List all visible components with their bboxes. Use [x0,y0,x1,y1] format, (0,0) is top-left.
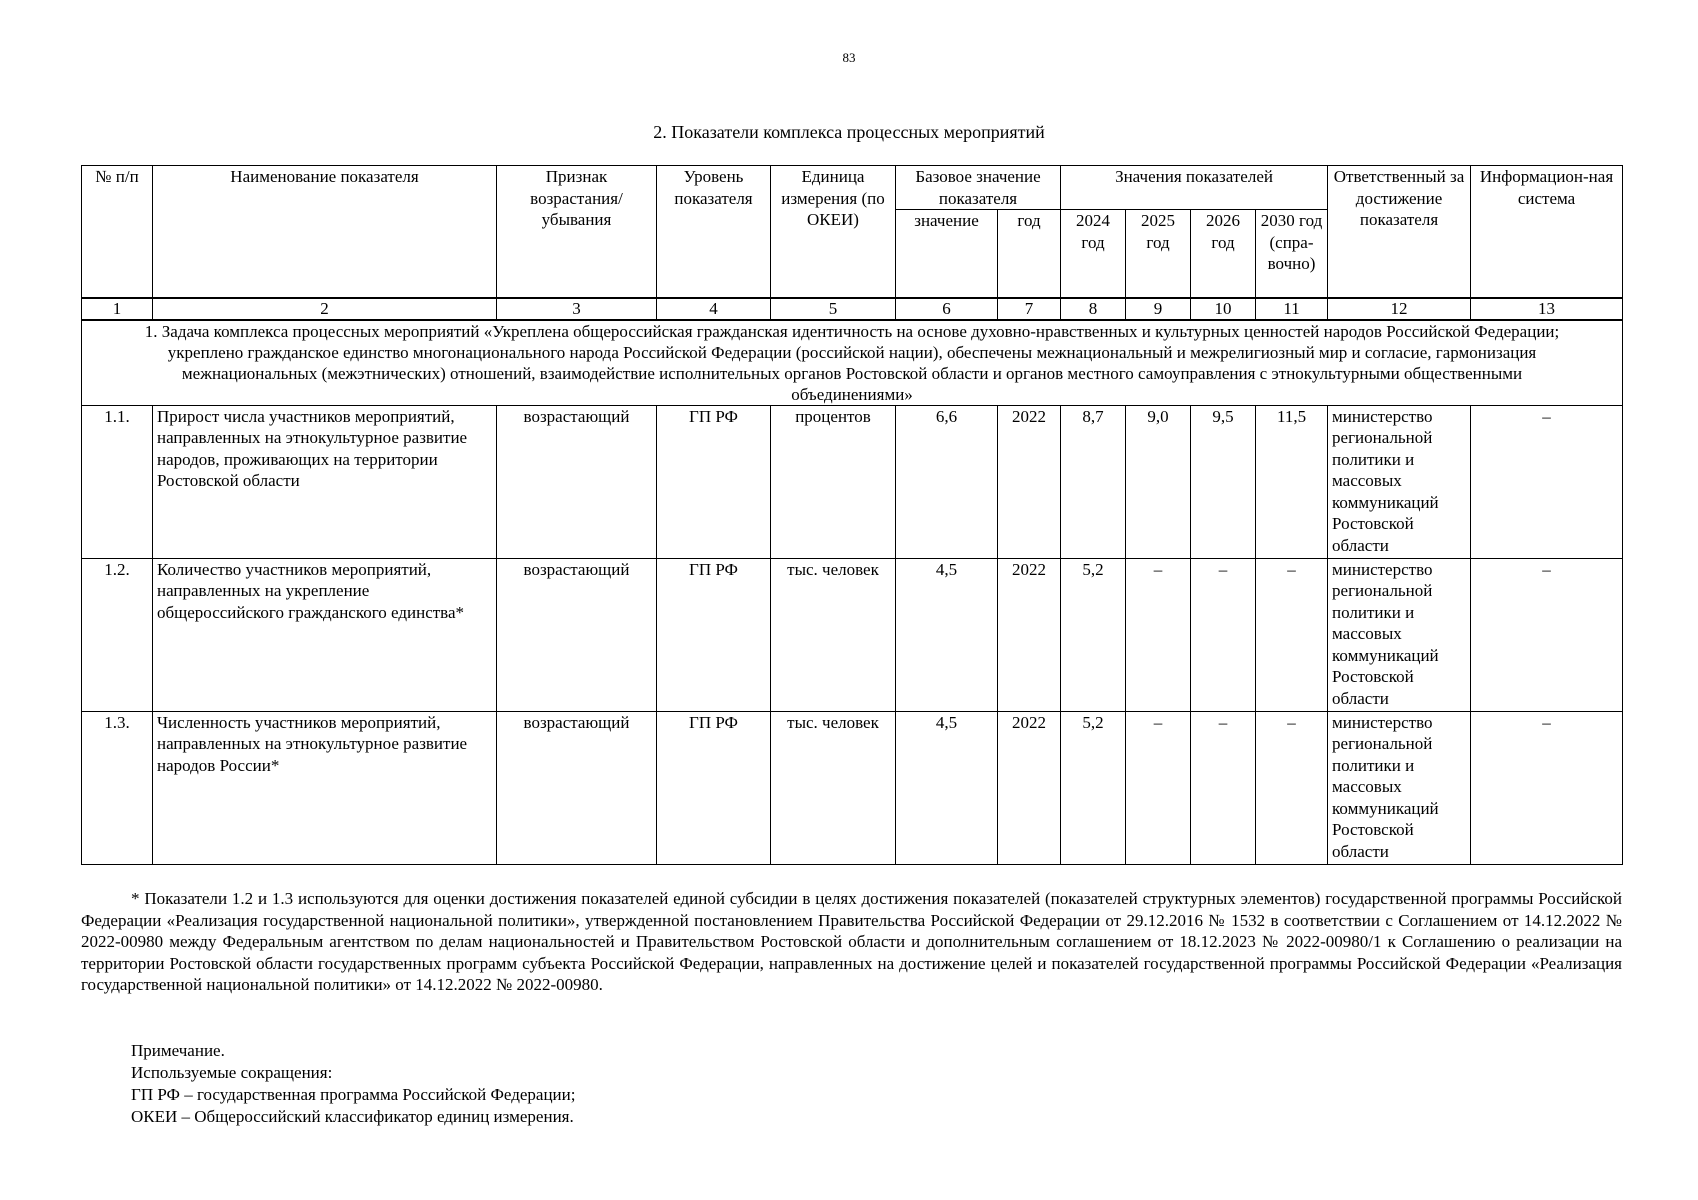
header-name: Наименование показателя [153,166,497,298]
header-base-group: Базовое значение показателя [896,166,1061,210]
row-num: 1.1. [82,405,153,558]
row-base-value: 4,5 [896,558,998,711]
column-number: 4 [657,298,771,320]
row-2026: – [1191,711,1256,864]
row-2025: 9,0 [1126,405,1191,558]
row-base-value: 6,6 [896,405,998,558]
header-sign: Признак возрастания/ убывания [497,166,657,298]
header-2030: 2030 год (спра-вочно) [1256,210,1328,298]
task-row [82,320,1623,406]
row-sign: возрастающий [497,405,657,558]
header-row-1 [82,166,1623,210]
header-num: № п/п [82,166,153,298]
row-info-system: – [1471,405,1623,558]
column-number: 7 [998,298,1061,320]
row-2024: 8,7 [1061,405,1126,558]
row-sign: возрастающий [497,558,657,711]
row-num: 1.3. [82,711,153,864]
column-number: 3 [497,298,657,320]
notes-subtitle: Используемые сокращения: [131,1063,333,1082]
row-2024: 5,2 [1061,711,1126,864]
header-base-year: год [998,210,1061,298]
task-title: 1. Задача комплекса процессных мероприятий «Укреплена общероссийская гражданская идентичность на основе духовно-нравственных и культурных ценностей народов Российской Федерации; укреплено гражданское единство многонационального народа Российской Федерации (российской нации), обеспечены межнациональный и межрелигиозный мир и согласие, гармонизация межнациональных (межэтнических) отношений, взаимодействие исполнительных органов Ростовской области и органов местного самоуправления с этнокультурными общественными объединениями» [82,320,1623,406]
section-title: 2. Показатели комплекса процессных мероприятий [653,122,1045,142]
column-number: 11 [1256,298,1328,320]
notes-item: ГП РФ – государственная программа Российской Федерации; [131,1085,576,1104]
row-2024: 5,2 [1061,558,1126,711]
notes-item: ОКЕИ – Общероссийский классификатор единиц измерения. [131,1107,574,1126]
header-info-system: Информацион-ная система [1471,166,1623,298]
header-base-value: значение [896,210,998,298]
notes-title: Примечание. [131,1041,225,1060]
row-name: Количество участников мероприятий, направленных на укрепление общероссийского гражданского единства* [153,558,497,711]
row-base-year: 2022 [998,558,1061,711]
table-row [82,711,1623,864]
page-number: 83 [842,50,856,65]
column-number: 2 [153,298,497,320]
header-2024: 2024 год [1061,210,1126,298]
row-num: 1.2. [82,558,153,711]
notes [131,1040,1531,1128]
row-level: ГП РФ [657,711,771,864]
column-number-row [82,298,1623,320]
row-base-year: 2022 [998,405,1061,558]
row-2025: – [1126,711,1191,864]
row-unit: тыс. человек [771,558,896,711]
column-number: 13 [1471,298,1623,320]
row-2026: 9,5 [1191,405,1256,558]
row-2025: – [1126,558,1191,711]
row-unit: тыс. человек [771,711,896,864]
footnote: * Показатели 1.2 и 1.3 используются для оценки достижения показателей единой субсидии в целях достижения показателей (показателей структурных элементов) государственной программы Российской Федерации «Реализация государственной национальной политики», утвержденной постановлением Правительства Российской Федерации от 29.12.2016 № 1532 в соответствии с Соглашением от 14.12.2022 № 2022-00980 между Федеральным агентством по делам национальностей и Правительством Ростовской области и дополнительным соглашением от 18.12.2023 № 2022-00980/1 к Соглашению о реализации на территории Ростовской области государственных программ субъекта Российской Федерации, направленных на достижение целей и показателей государственной программы Российской Федерации «Реализация государственной национальной политики» от 14.12.2022 № 2022-00980. [81,889,1622,995]
header-responsible: Ответственный за достижение показателя [1328,166,1471,298]
column-number: 12 [1328,298,1471,320]
column-number: 5 [771,298,896,320]
column-number: 1 [82,298,153,320]
row-responsible: министерство региональной политики и массовых коммуникаций Ростовской области [1328,405,1471,558]
header-values-group: Значения показателей [1061,166,1328,210]
header-2025: 2025 год [1126,210,1191,298]
row-sign: возрастающий [497,711,657,864]
row-name: Численность участников мероприятий, направленных на этнокультурное развитие народов России* [153,711,497,864]
row-2030: – [1256,558,1328,711]
table-row [82,558,1623,711]
column-number: 9 [1126,298,1191,320]
row-2030: – [1256,711,1328,864]
header-level: Уровень показателя [657,166,771,298]
row-base-value: 4,5 [896,711,998,864]
indicators-table [81,165,1623,865]
row-unit: процентов [771,405,896,558]
header-2026: 2026 год [1191,210,1256,298]
column-number: 6 [896,298,998,320]
row-responsible: министерство региональной политики и массовых коммуникаций Ростовской области [1328,711,1471,864]
column-number: 8 [1061,298,1126,320]
row-level: ГП РФ [657,405,771,558]
row-name: Прирост числа участников мероприятий, направленных на этнокультурное развитие народов, проживающих на территории Ростовской области [153,405,497,558]
row-responsible: министерство региональной политики и массовых коммуникаций Ростовской области [1328,558,1471,711]
row-2026: – [1191,558,1256,711]
row-2030: 11,5 [1256,405,1328,558]
column-number: 10 [1191,298,1256,320]
header-unit: Единица измерения (по ОКЕИ) [771,166,896,298]
row-base-year: 2022 [998,711,1061,864]
row-level: ГП РФ [657,558,771,711]
table-row [82,405,1623,558]
row-info-system: – [1471,711,1623,864]
row-info-system: – [1471,558,1623,711]
